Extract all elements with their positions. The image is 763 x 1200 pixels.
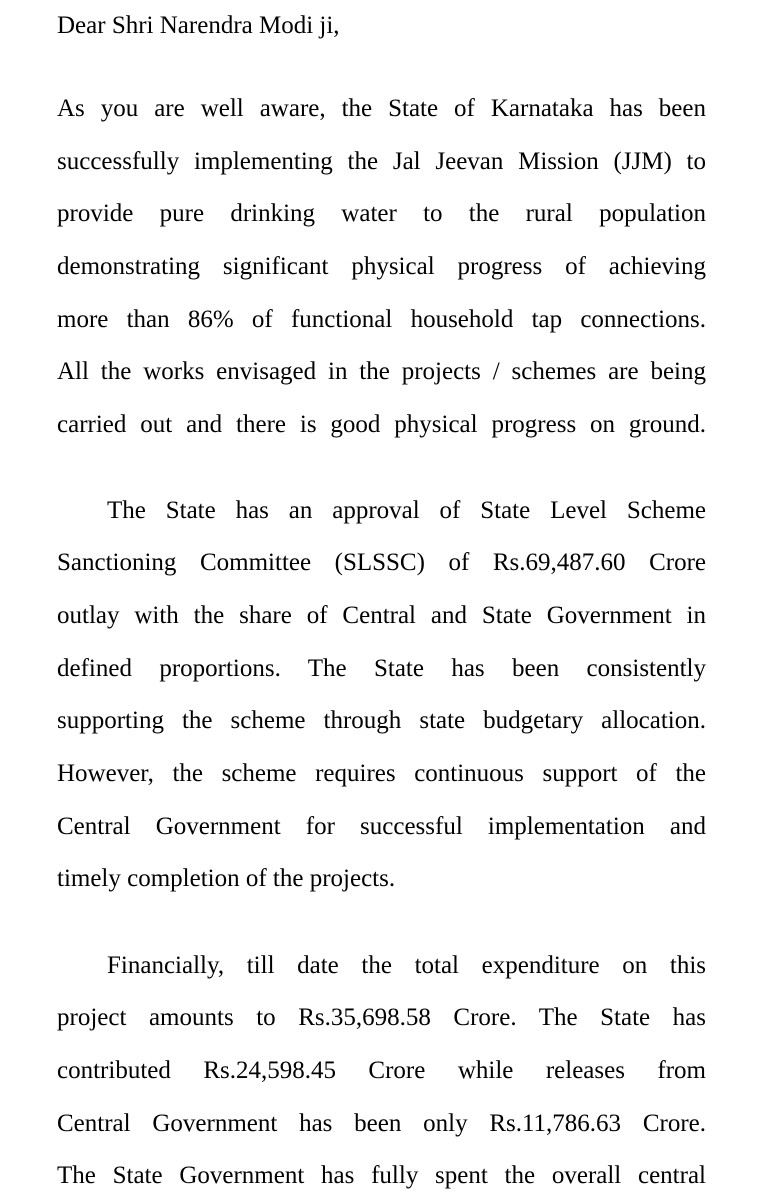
paragraph-1-line: As you are well aware, the State of Karnataka has been <box>57 95 706 122</box>
paragraph-1-line: demonstrating significant physical progress of achieving <box>57 253 706 280</box>
paragraph-2-line: The State has an approval of State Level Scheme <box>107 497 706 524</box>
paragraph-1-line: successfully implementing the Jal Jeevan Mission (JJM) to <box>57 148 706 175</box>
paragraph-2-line: timely completion of the projects. <box>57 865 396 892</box>
paragraph-2-line: Central Government for successful implementation and <box>57 813 706 840</box>
paragraph-1-line: carried out and there is good physical progress on ground. <box>57 411 706 438</box>
paragraph-2-line: Sanctioning Committee (SLSSC) of Rs.69,487.60 Crore <box>57 549 706 576</box>
paragraph-3-line: Financially, till date the total expenditure on this <box>107 952 706 979</box>
paragraph-3-line: project amounts to Rs.35,698.58 Crore. The State has <box>57 1004 706 1031</box>
salutation: Dear Shri Narendra Modi ji, <box>57 12 340 39</box>
paragraph-2-line: However, the scheme requires continuous support of the <box>57 760 706 787</box>
paragraph-3-line: contributed Rs.24,598.45 Crore while releases from <box>57 1057 706 1084</box>
paragraph-3-line: Central Government has been only Rs.11,786.63 Crore. <box>57 1110 706 1137</box>
paragraph-2-line: defined proportions. The State has been consistently <box>57 655 706 682</box>
paragraph-1-line: All the works envisaged in the projects / schemes are being <box>57 358 706 385</box>
paragraph-2-line: outlay with the share of Central and State Government in <box>57 602 706 629</box>
paragraph-2-line: supporting the scheme through state budgetary allocation. <box>57 707 706 734</box>
paragraph-1-line: more than 86% of functional household tap connections. <box>57 306 706 333</box>
paragraph-1-line: provide pure drinking water to the rural population <box>57 200 706 227</box>
paragraph-3-line: The State Government has fully spent the overall central <box>57 1162 706 1189</box>
